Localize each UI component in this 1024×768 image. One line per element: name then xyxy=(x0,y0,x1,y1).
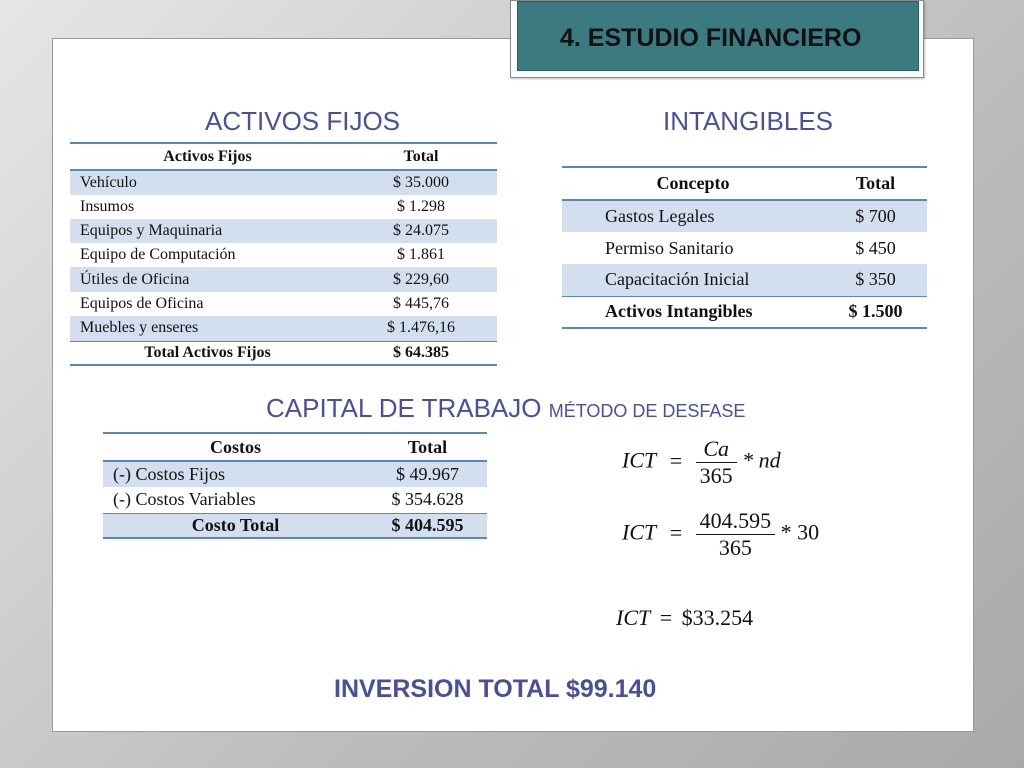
table-total-row xyxy=(562,296,927,328)
row-label: Vehículo xyxy=(70,170,345,195)
title-box xyxy=(510,0,924,78)
row-value: $ 354.628 xyxy=(391,489,464,510)
row-label: (-) Costos Fijos xyxy=(103,461,368,487)
row-value: $ 229,60 xyxy=(345,267,497,292)
title-banner xyxy=(517,1,919,71)
formula-eq: = xyxy=(659,605,673,630)
intangibles-col-concept: Concepto xyxy=(562,167,824,200)
intangibles-table xyxy=(562,166,927,329)
intangibles-col-total: Total xyxy=(824,167,927,200)
row-label: Capacitación Inicial xyxy=(562,264,824,296)
capital-heading xyxy=(266,393,745,424)
formula-substituted xyxy=(622,508,819,561)
row-label: Equipo de Computación xyxy=(80,246,236,263)
total-label: Activos Intangibles xyxy=(562,296,824,328)
intangibles-heading: INTANGIBLES xyxy=(663,106,834,136)
formula-fraction xyxy=(696,436,737,489)
table-row xyxy=(103,461,487,487)
table-row xyxy=(103,487,487,513)
total-value: $ 1.500 xyxy=(824,296,927,328)
total-value: $ 404.595 xyxy=(368,513,487,538)
capital-col-total: Total xyxy=(368,433,487,461)
formula-result-value: $33.254 xyxy=(681,605,754,630)
row-label: Insumos xyxy=(80,198,135,215)
row-label: Gastos Legales xyxy=(562,200,824,232)
activos-col-concept: Activos Fijos xyxy=(70,143,345,170)
row-label: (-) Costos Variables xyxy=(113,489,256,510)
capital-heading-text: CAPITAL DE TRABAJO xyxy=(266,393,542,423)
row-label: Permiso Sanitario xyxy=(605,237,734,258)
total-label: Costo Total xyxy=(103,513,368,538)
formula-eq: = xyxy=(669,519,683,545)
table-row xyxy=(70,292,497,316)
formula-denominator: 365 xyxy=(718,535,752,560)
capital-col-concept: Costos xyxy=(103,433,368,461)
table-row xyxy=(70,219,497,243)
formula-multiplier: * nd xyxy=(742,447,781,473)
formula-lhs: ICT xyxy=(616,605,651,630)
row-value: $ 450 xyxy=(855,237,896,258)
formula-fraction xyxy=(696,508,776,561)
formula-eq: = xyxy=(669,447,683,473)
table-row xyxy=(562,232,927,264)
formula-multiplier: * 30 xyxy=(780,519,820,545)
formula-lhs: ICT xyxy=(622,519,657,545)
table-row xyxy=(562,264,927,296)
total-label: Total Activos Fijos xyxy=(70,341,345,365)
formula-result xyxy=(616,605,753,631)
table-total-row xyxy=(70,341,497,365)
formula-numerator: Ca xyxy=(696,436,737,463)
table-total-row xyxy=(103,513,487,538)
row-label: Equipos de Oficina xyxy=(80,295,204,312)
capital-subheading: MÉTODO DE DESFASE xyxy=(548,401,746,421)
row-label: Muebles y enseres xyxy=(70,316,345,341)
total-value: $ 64.385 xyxy=(345,341,497,365)
table-row xyxy=(70,243,497,267)
activos-col-total: Total xyxy=(345,143,497,170)
row-value: $ 49.967 xyxy=(368,461,487,487)
table-row xyxy=(562,200,927,232)
capital-table xyxy=(103,432,487,539)
formula-denominator: 365 xyxy=(699,463,733,488)
row-label: Equipos y Maquinaria xyxy=(70,219,345,243)
row-value: $ 445,76 xyxy=(393,295,449,312)
row-value: $ 350 xyxy=(824,264,927,296)
table-row xyxy=(70,316,497,341)
row-value: $ 1.861 xyxy=(397,246,445,263)
row-label: Útiles de Oficina xyxy=(70,267,345,292)
slide-title: 4. ESTUDIO FINANCIERO xyxy=(560,24,862,52)
activos-heading: ACTIVOS FIJOS xyxy=(205,106,401,136)
activos-table xyxy=(70,142,497,366)
row-value: $ 1.298 xyxy=(397,198,445,215)
formula-numerator: 404.595 xyxy=(696,508,776,535)
formula-lhs: ICT xyxy=(622,447,657,473)
row-value: $ 35.000 xyxy=(345,170,497,195)
table-row xyxy=(70,195,497,219)
row-value: $ 1.476,16 xyxy=(345,316,497,341)
row-value: $ 24.075 xyxy=(345,219,497,243)
table-row xyxy=(70,267,497,292)
inversion-total: INVERSION TOTAL $99.140 xyxy=(334,675,657,703)
row-value: $ 700 xyxy=(824,200,927,232)
table-row xyxy=(70,170,497,195)
formula-general xyxy=(622,436,781,489)
